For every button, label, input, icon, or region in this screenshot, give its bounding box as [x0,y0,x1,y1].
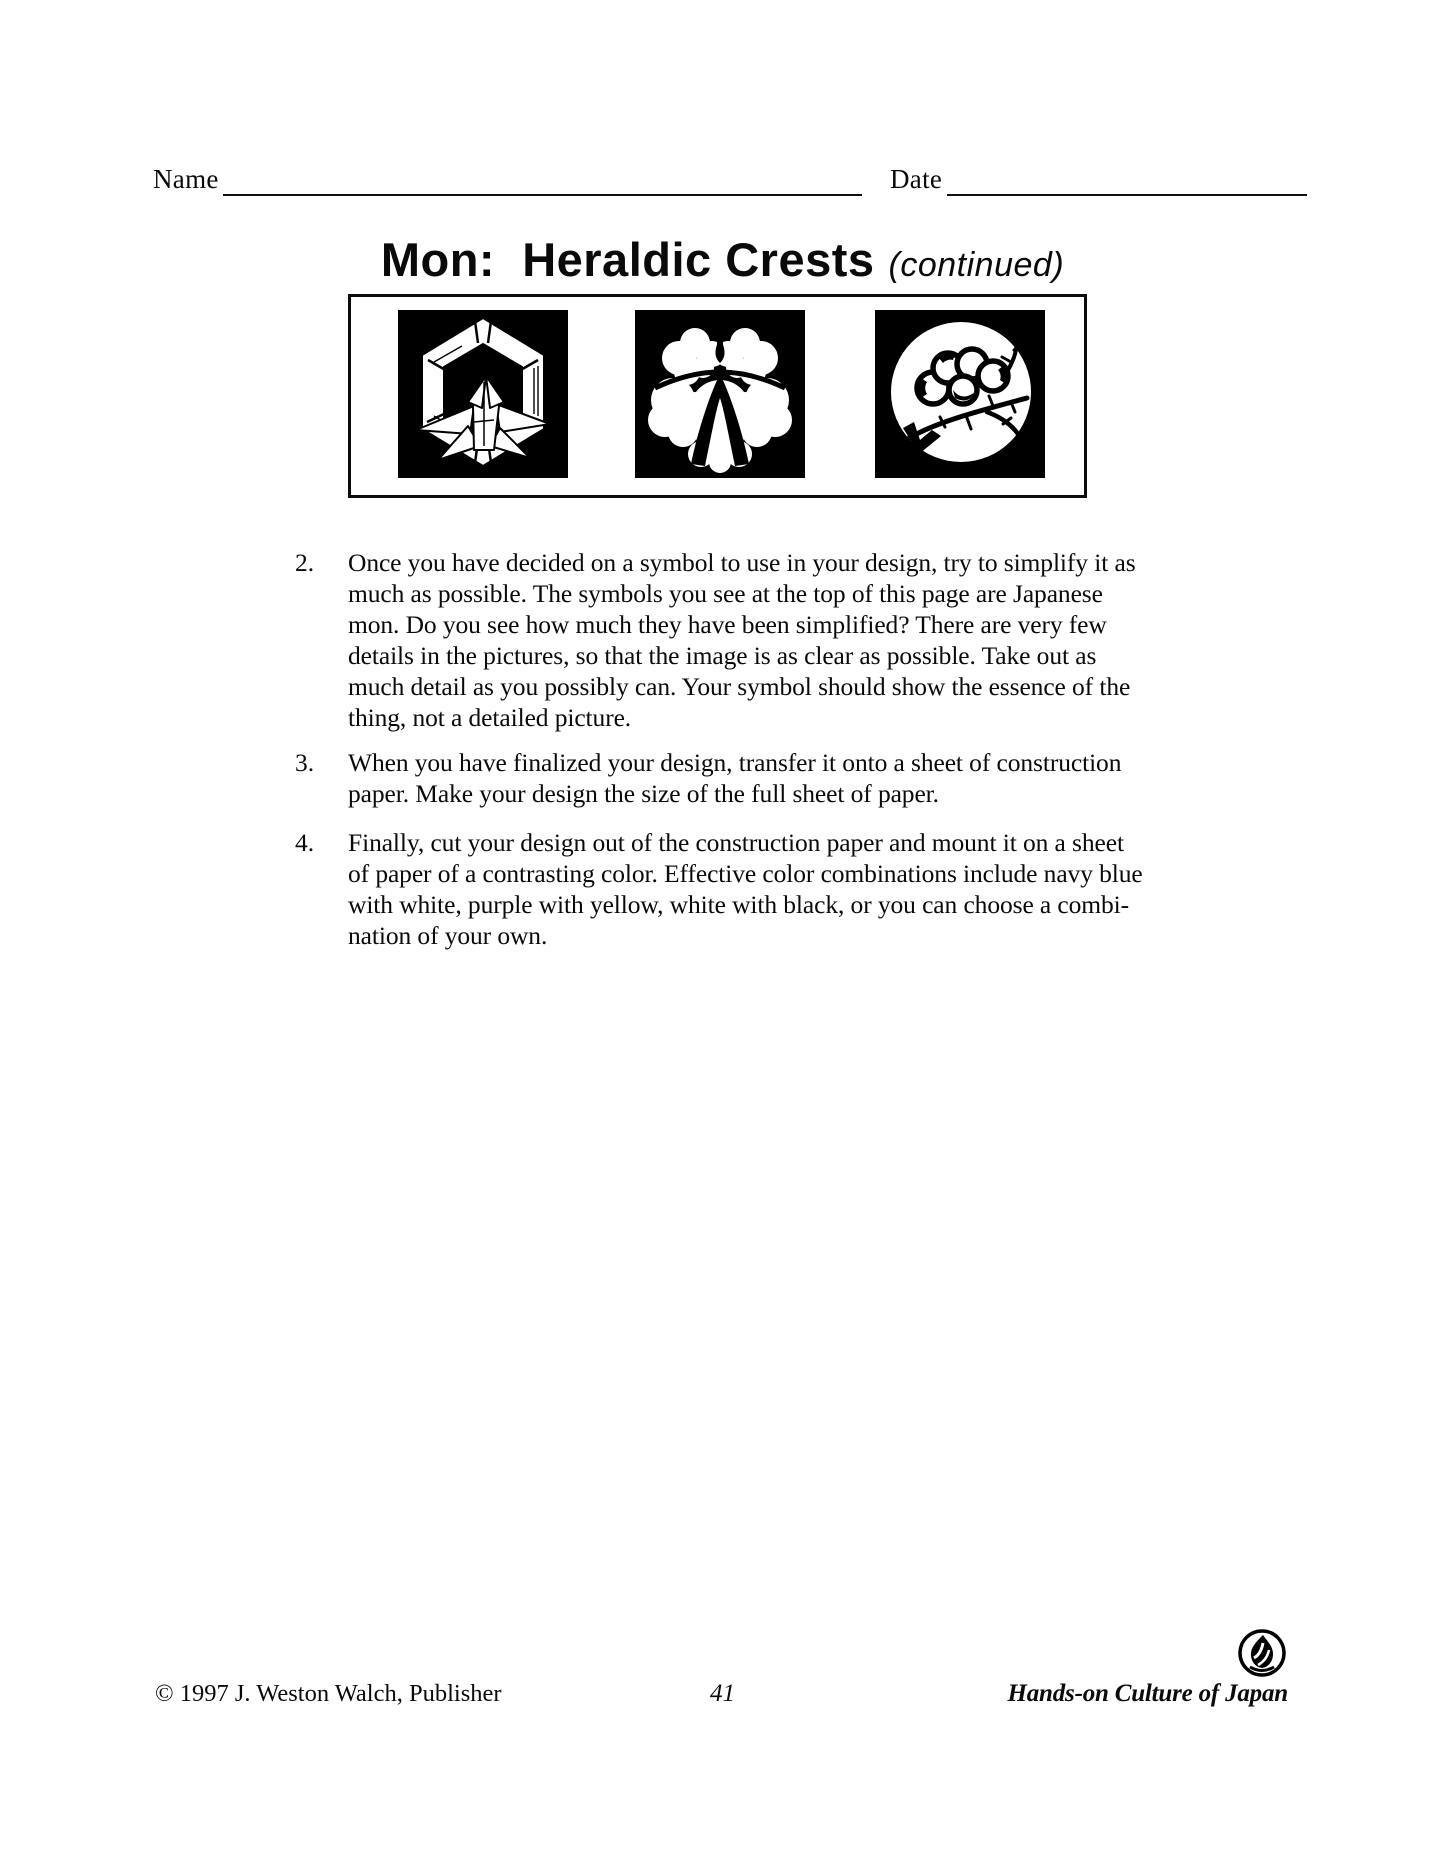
name-fill-in-line[interactable] [223,168,862,196]
publisher-flame-logo-icon [1236,1627,1288,1679]
page-title-main: Mon: Heraldic Crests [380,233,875,286]
text-line: with white, purple with yellow, white with black, or you can choose a combi- [348,890,1130,919]
text-line: details in the pictures, so that the image is as clear as possible. Take out as [348,641,1097,670]
item-number: 3. [295,748,315,777]
item-number: 4. [295,828,315,857]
instruction-item-2 [295,547,1255,733]
copyright-text: © 1997 J. Weston Walch, Publisher [155,1680,502,1707]
date-label: Date [890,164,943,194]
item-number: 2. [295,548,315,577]
mon-square-2 [635,310,805,478]
mon-square-3 [875,310,1045,478]
text-line: much as possible. The symbols you see at the top of this page are Japanese [348,579,1103,608]
item-text [348,827,1255,951]
page-title [381,232,1064,287]
mon-examples-panel [348,294,1087,498]
plum-blossom-branch-in-circle-mon [875,310,1045,478]
text-line: Once you have decided on a symbol to use in your design, try to simplify it as [348,548,1136,577]
mon-square-1 [398,310,568,478]
name-label: Name [153,164,219,194]
date-fill-in-line[interactable] [947,168,1307,196]
text-line: paper. Make your design the size of the full sheet of paper. [348,779,939,808]
instruction-item-4 [295,827,1255,951]
text-line: nation of your own. [348,921,548,950]
instruction-item-3 [295,747,1255,809]
book-title: Hands-on Culture of Japan [1007,1680,1288,1707]
item-text [348,747,1255,809]
text-line: Finally, cut your design out of the construction paper and mount it on a sheet [348,828,1124,857]
text-line: thing, not a detailed picture. [348,703,632,732]
page-title-continued: (continued) [888,246,1065,284]
page-number: 41 [710,1680,735,1707]
text-line: of paper of a contrasting color. Effective color combinations include navy blue [348,859,1143,888]
instruction-list [295,547,1255,965]
text-line: mon. Do you see how much they have been simplified? There are very few [348,610,1107,639]
text-line: When you have finalized your design, transfer it onto a sheet of construction [348,748,1122,777]
ivy-leaf-flower-mon [635,310,805,478]
text-line: much detail as you possibly can. Your symbol should show the essence of the [348,672,1131,701]
item-text [348,547,1255,733]
origami-crane-in-bamboo-hexagon-mon [398,310,568,478]
